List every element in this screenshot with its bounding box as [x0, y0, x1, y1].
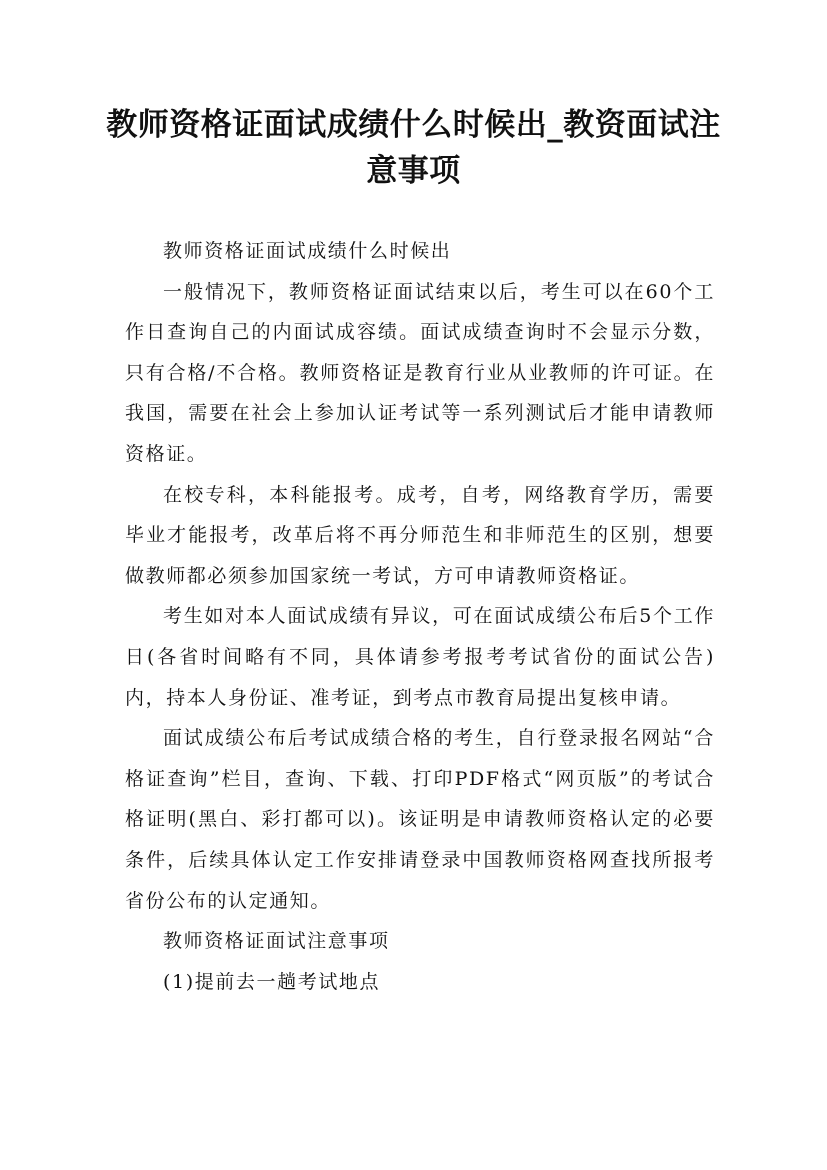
- list-item-visit-venue: (1)提前去一趟考试地点: [163, 970, 381, 993]
- paragraph-result-query: 一般情况下，教师资格证面试结束以后，考生可以在60个工作日查询自己的内面试成容绩。面试成绩查询时不会显示分数，只有合格/不合格。教师资格证是教育行业从业教师的许可证。在我国，需要在社会上参加认证考试等一系列测试后才能申请教师资格证。: [125, 280, 715, 465]
- paragraph-appeal: 考生如对本人面试成绩有异议，可在面试成绩公布后5个工作日(各省时间略有不同，具体请参考报考考试省份的面试公告)内，持本人身份证、准考证，到考点市教育局提出复核申请。: [125, 605, 715, 709]
- section-heading-result-time: 教师资格证面试成绩什么时候出: [163, 240, 452, 262]
- document-body: [125, 231, 715, 1002]
- paragraph-eligibility: 在校专科，本科能报考。成考，自考，网络教育学历，需要毕业才能报考，改革后将不再分师范生和非师范生的区别，想要做教师都必须参加国家统一考试，方可申请教师资格证。: [125, 483, 715, 587]
- paragraph-certificate-download: 面试成绩公布后考试成绩合格的考生，自行登录报名网站“合格证查询”栏目，查询、下载、打印PDF格式“网页版”的考试合格证明(黑白、彩打都可以)。该证明是申请教师资格认定的必要条件，后续具体认定工作安排请登录中国教师资格网查找所报考省份公布的认定通知。: [125, 727, 715, 912]
- document-title: 教师资格证面试成绩什么时候出_教资面试注意事项: [106, 107, 721, 189]
- section-heading-interview-notes: 教师资格证面试注意事项: [163, 930, 390, 953]
